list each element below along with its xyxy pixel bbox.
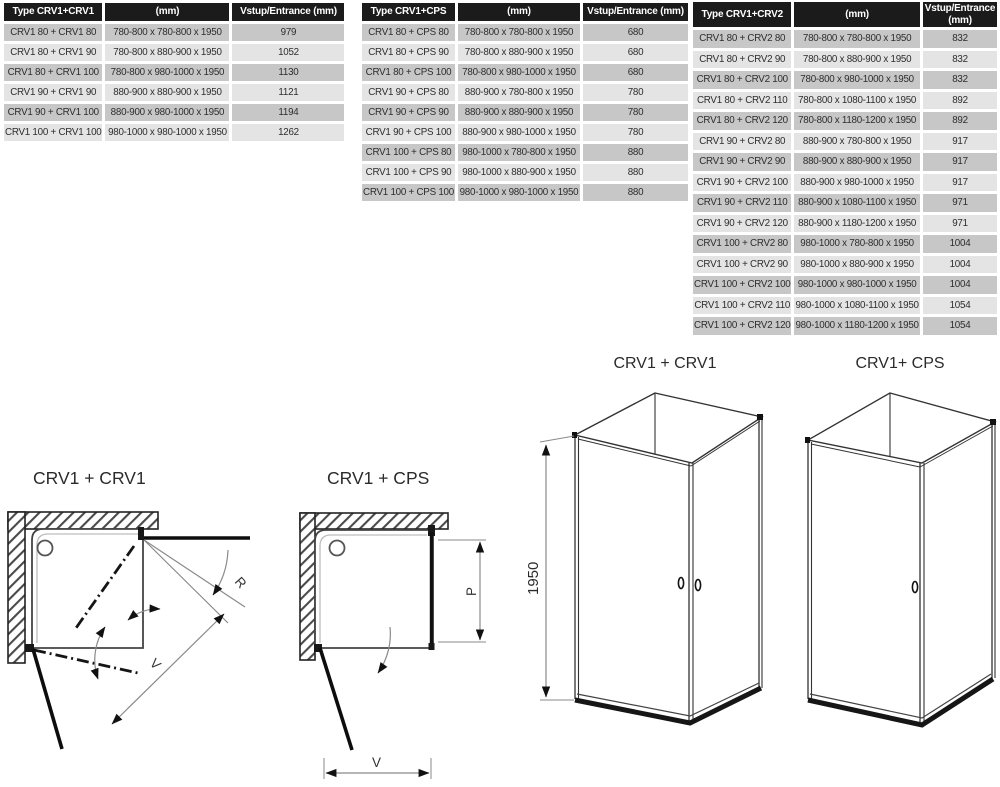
table-cell: 892	[923, 92, 998, 110]
iso-diagram-crv1-crv1	[520, 350, 782, 787]
table-cell: 1130	[232, 64, 344, 81]
table-header-row	[362, 3, 688, 21]
table-row	[693, 153, 997, 171]
table-cell: 1052	[232, 44, 344, 61]
table-row	[693, 51, 997, 69]
hinge-top	[138, 527, 144, 540]
column-header-entrance: Vstup/Entrance (mm)	[924, 3, 996, 26]
plan-diagram-crv1-cps	[280, 460, 532, 787]
table-row	[693, 71, 997, 89]
table-row	[693, 30, 997, 48]
table-cell: CRV1 80 + CRV2 120	[693, 112, 791, 130]
table-cell: CRV1 80 + CRV1 100	[4, 64, 102, 81]
table-cell: 780-800 x 980-1000 x 1950	[458, 64, 580, 81]
table-cell: CRV1 100 + CPS 100	[362, 184, 455, 201]
table-row	[693, 174, 997, 192]
fixed-width-label: P	[464, 586, 479, 596]
table-cell: CRV1 90 + CRV2 110	[693, 194, 791, 212]
column-header-type: Type CRV1+CRV2	[693, 2, 791, 27]
table-cell: CRV1 80 + CRV2 80	[693, 30, 791, 48]
table-cell: CRV1 80 + CRV1 80	[4, 24, 102, 41]
table-cell: 880-900 x 1080-1100 x 1950	[794, 194, 919, 212]
drain-circle	[330, 541, 345, 556]
table-row	[693, 297, 997, 315]
table-cell: CRV1 80 + CPS 80	[362, 24, 455, 41]
table-body	[362, 24, 688, 201]
table-cell: 1262	[232, 124, 344, 141]
spec-table-crv1-cps	[359, 0, 691, 204]
table-cell: CRV1 100 + CPS 90	[362, 164, 455, 181]
table-row	[693, 317, 997, 335]
table-cell: 780	[583, 84, 688, 101]
table-row	[4, 44, 344, 61]
table-cell: 880-900 x 980-1000 x 1950	[794, 174, 919, 192]
corner-cap-left	[572, 432, 577, 438]
table-cell: 980-1000 x 780-800 x 1950	[458, 144, 580, 161]
table-row	[4, 124, 344, 141]
table-cell: CRV1 90 + CPS 90	[362, 104, 455, 121]
corner-cap-right	[757, 414, 763, 420]
table-cell: 832	[923, 71, 998, 89]
table-cell: CRV1 90 + CRV1 100	[4, 104, 102, 121]
base-inner-line	[577, 683, 759, 716]
table-cell: 780-800 x 780-800 x 1950	[105, 24, 229, 41]
table-cell: 917	[923, 174, 998, 192]
table-cell: 1004	[923, 276, 998, 294]
table-cell: 680	[583, 64, 688, 81]
table-cell: 780	[583, 104, 688, 121]
table-cell: CRV1 90 + CRV2 90	[693, 153, 791, 171]
table-cell: CRV1 90 + CRV2 80	[693, 133, 791, 151]
table-row	[693, 133, 997, 151]
table-cell: 979	[232, 24, 344, 41]
table-row	[693, 256, 997, 274]
table-cell: CRV1 80 + CPS 90	[362, 44, 455, 61]
table-cell: 880-900 x 780-800 x 1950	[794, 133, 919, 151]
table-cell: 880	[583, 184, 688, 201]
table-cell: CRV1 80 + CPS 100	[362, 64, 455, 81]
table-cell: 1004	[923, 235, 998, 253]
base-frame	[808, 679, 993, 725]
door-open-line	[320, 648, 352, 750]
table-header-row	[4, 3, 344, 21]
table-cell: 1194	[232, 104, 344, 121]
column-header-entrance: Vstup/Entrance (mm)	[232, 3, 344, 21]
table-row	[362, 44, 688, 61]
table-cell: 1121	[232, 84, 344, 101]
table-row	[362, 84, 688, 101]
table-cell: CRV1 90 + CRV2 100	[693, 174, 791, 192]
handle-icon	[695, 580, 700, 591]
table-cell: 780-800 x 980-1000 x 1950	[794, 71, 919, 89]
table-cell: 880	[583, 144, 688, 161]
corner-cap-right	[990, 419, 996, 425]
table-cell: 880-900 x 880-900 x 1950	[794, 153, 919, 171]
table-header-row	[693, 2, 997, 27]
column-header-mm: (mm)	[458, 3, 580, 21]
column-header-mm: (mm)	[794, 2, 919, 27]
table-cell: 832	[923, 51, 998, 69]
table-cell: 971	[923, 215, 998, 233]
table-cell: CRV1 100 + CPS 80	[362, 144, 455, 161]
table-row	[4, 84, 344, 101]
entrance-dimension	[324, 755, 431, 779]
spec-table-crv1-crv2	[690, 0, 1000, 338]
table-body	[693, 30, 997, 335]
handle-icon	[912, 582, 917, 593]
enclosure-frame	[575, 393, 762, 722]
table-cell: 832	[923, 30, 998, 48]
base-frame	[575, 688, 761, 723]
table-row	[4, 64, 344, 81]
iso1-title: CRV1 + CRV1	[613, 355, 717, 372]
door-open-line-bottom	[33, 649, 62, 749]
table-cell: CRV1 90 + CPS 100	[362, 124, 455, 141]
table-cell: 680	[583, 44, 688, 61]
table-cell: CRV1 80 + CRV1 90	[4, 44, 102, 61]
table-row	[362, 104, 688, 121]
table-cell: 780-800 x 780-800 x 1950	[458, 24, 580, 41]
table-cell: 780	[583, 124, 688, 141]
table-cell: 971	[923, 194, 998, 212]
table-cell: CRV1 100 + CRV2 90	[693, 256, 791, 274]
enclosure-frame	[808, 393, 995, 724]
table-row	[362, 64, 688, 81]
table-cell: CRV1 90 + CRV2 120	[693, 215, 791, 233]
table-cell: 780-800 x 980-1000 x 1950	[105, 64, 229, 81]
table-row	[362, 184, 688, 201]
table-cell: 980-1000 x 880-900 x 1950	[458, 164, 580, 181]
table-row	[693, 215, 997, 233]
radius-dimension	[144, 540, 250, 623]
table-row	[4, 104, 344, 121]
table-row	[693, 194, 997, 212]
table-cell: 1054	[923, 297, 998, 315]
table-cell: 880	[583, 164, 688, 181]
table-cell: 680	[583, 24, 688, 41]
shower-tray	[315, 530, 433, 648]
column-header-type: Type CRV1+CPS	[362, 3, 455, 21]
table-cell: CRV1 80 + CRV2 90	[693, 51, 791, 69]
table-cell: CRV1 100 + CRV2 110	[693, 297, 791, 315]
plan1-title: CRV1 + CRV1	[33, 468, 146, 488]
table-cell: 980-1000 x 980-1000 x 1950	[794, 276, 919, 294]
table-row	[693, 276, 997, 294]
table-cell: 780-800 x 880-900 x 1950	[458, 44, 580, 61]
table-cell: 892	[923, 112, 998, 130]
table-row	[4, 24, 344, 41]
table-cell: CRV1 100 + CRV2 100	[693, 276, 791, 294]
table-cell: 880-900 x 1180-1200 x 1950	[794, 215, 919, 233]
table-row	[693, 235, 997, 253]
table-cell: CRV1 90 + CRV1 90	[4, 84, 102, 101]
table-cell: 880-900 x 880-900 x 1950	[105, 84, 229, 101]
plan2-title: CRV1 + CPS	[327, 468, 430, 488]
table-cell: 780-800 x 1180-1200 x 1950	[794, 112, 919, 130]
table-cell: 980-1000 x 1180-1200 x 1950	[794, 317, 919, 335]
table-cell: 880-900 x 780-800 x 1950	[458, 84, 580, 101]
table-cell: 1054	[923, 317, 998, 335]
corner-cap-left	[805, 437, 810, 443]
table-cell: CRV1 100 + CRV1 100	[4, 124, 102, 141]
table-cell: CRV1 100 + CRV2 120	[693, 317, 791, 335]
drain-circle	[38, 541, 53, 556]
table-cell: 880-900 x 980-1000 x 1950	[105, 104, 229, 121]
table-cell: 980-1000 x 880-900 x 1950	[794, 256, 919, 274]
table-cell: CRV1 100 + CRV2 80	[693, 235, 791, 253]
table-cell: CRV1 80 + CRV2 100	[693, 71, 791, 89]
table-cell: CRV1 90 + CPS 80	[362, 84, 455, 101]
spec-table-crv1-crv1	[1, 0, 347, 144]
table-cell: CRV1 80 + CRV2 110	[693, 92, 791, 110]
fixed-width-dimension	[438, 540, 486, 642]
height-label: 1950	[525, 561, 542, 595]
table-row	[362, 24, 688, 41]
table-cell: 780-800 x 780-800 x 1950	[794, 30, 919, 48]
table-cell: 1004	[923, 256, 998, 274]
table-row	[362, 144, 688, 161]
height-dimension	[525, 436, 574, 700]
table-cell: 780-800 x 880-900 x 1950	[794, 51, 919, 69]
column-header-type: Type CRV1+CRV1	[4, 3, 102, 21]
radius-label: R	[231, 573, 250, 592]
panel-foot	[429, 643, 435, 650]
table-body	[4, 24, 344, 141]
table-row	[362, 124, 688, 141]
iso-diagram-crv1-cps	[790, 350, 1000, 787]
table-cell: 917	[923, 133, 998, 151]
table-cell: 980-1000 x 780-800 x 1950	[794, 235, 919, 253]
table-row	[693, 112, 997, 130]
table-cell: 980-1000 x 1080-1100 x 1950	[794, 297, 919, 315]
table-cell: 780-800 x 880-900 x 1950	[105, 44, 229, 61]
table-row	[693, 92, 997, 110]
column-header-entrance: Vstup/Entrance (mm)	[583, 3, 688, 21]
table-cell: 980-1000 x 980-1000 x 1950	[458, 184, 580, 201]
table-cell: 780-800 x 1080-1100 x 1950	[794, 92, 919, 110]
column-header-mm: (mm)	[105, 3, 229, 21]
plan-diagram-crv1-crv1	[0, 460, 272, 787]
table-row	[362, 164, 688, 181]
entrance-label: V	[372, 755, 382, 770]
table-cell: 917	[923, 153, 998, 171]
table-cell: 980-1000 x 980-1000 x 1950	[105, 124, 229, 141]
handle-icon	[678, 578, 683, 589]
table-cell: 880-900 x 880-900 x 1950	[458, 104, 580, 121]
iso2-title: CRV1+ CPS	[855, 355, 945, 372]
entrance-label: V	[146, 655, 164, 673]
table-cell: 880-900 x 980-1000 x 1950	[458, 124, 580, 141]
shower-tray	[32, 529, 143, 648]
